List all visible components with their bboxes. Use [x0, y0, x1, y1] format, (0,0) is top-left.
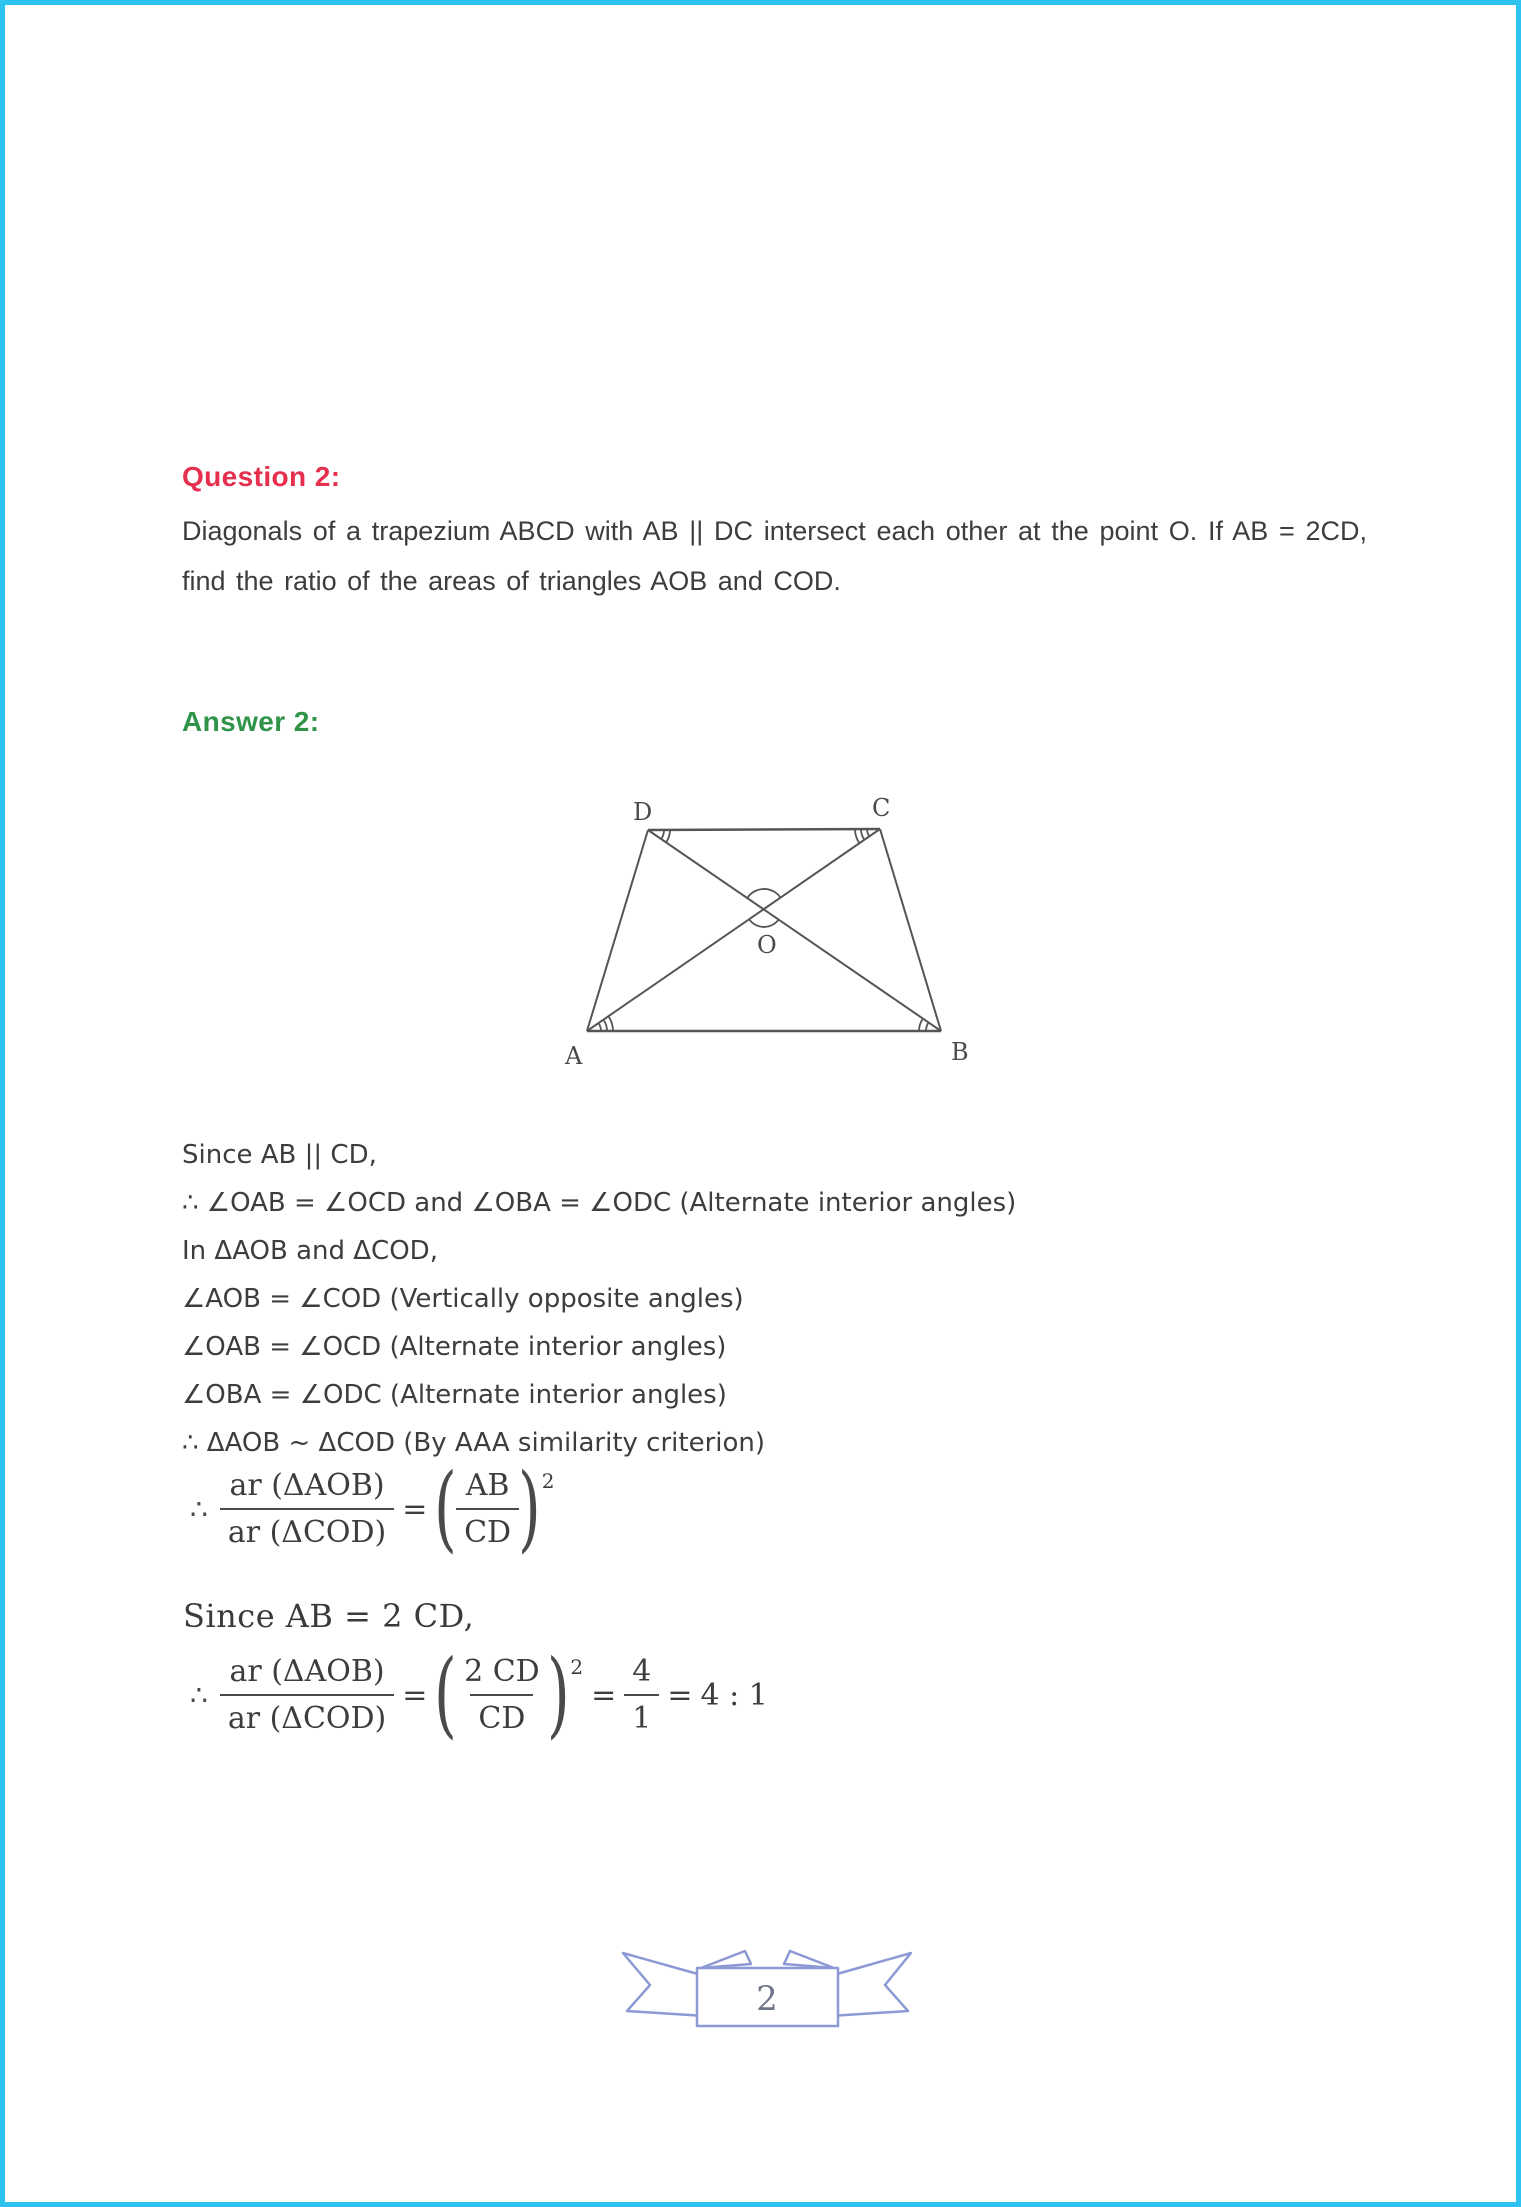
page-number-ribbon — [605, 1938, 925, 2048]
fraction-numerator: ar (ΔAOB) — [229, 1468, 385, 1504]
vertex-label-b: B — [951, 1038, 969, 1066]
fraction-numerator: ar (ΔAOB) — [229, 1654, 385, 1690]
solution-line: In ΔAOB and ΔCOD, — [182, 1236, 438, 1266]
equals-sign: = — [667, 1677, 693, 1713]
solution-line: ∴ ΔAOB ~ ΔCOD (By AAA similarity criterion) — [182, 1428, 766, 1458]
side-bc — [880, 829, 941, 1031]
since-statement: Since AB = 2 CD, — [183, 1597, 475, 1635]
right-paren: ) — [546, 1640, 570, 1749]
angle-arc-o-lower — [749, 919, 779, 927]
trapezium-diagram — [545, 788, 1005, 1088]
exponent: 2 — [541, 1469, 555, 1493]
solution-line: ∠AOB = ∠COD (Vertically opposite angles) — [182, 1284, 744, 1314]
area-ratio-result-formula — [190, 1640, 768, 1749]
numeric-ratio-fraction — [624, 1654, 659, 1736]
therefore-symbol: ∴ — [190, 1492, 208, 1526]
exponent: 2 — [570, 1655, 584, 1679]
fraction-denominator: CD — [470, 1694, 533, 1736]
question-heading: Question 2: — [182, 461, 341, 492]
solution-block — [182, 1131, 1016, 1467]
question-text: Diagonals of a trapezium ABCD with AB || DC intersect each other at the point O. If AB = 2CD, find the ratio of the areas of triangles AOB and COD. — [182, 516, 1367, 596]
side-ratio-fraction — [456, 1654, 548, 1736]
fraction-numerator: 4 — [632, 1654, 652, 1690]
diagonal-bd — [648, 830, 941, 1031]
page-number: 2 — [756, 1979, 778, 2019]
therefore-symbol: ∴ — [190, 1678, 208, 1712]
equals-sign: = — [402, 1677, 428, 1713]
fraction-denominator: CD — [456, 1508, 519, 1550]
angle-arc-o-upper — [748, 889, 781, 898]
fraction-numerator: 2 CD — [464, 1654, 540, 1690]
left-paren: ( — [434, 1640, 458, 1749]
fraction-denominator: ar (ΔCOD) — [220, 1508, 394, 1550]
ribbon-left-tail — [623, 1953, 705, 2016]
side-ratio-fraction — [456, 1468, 519, 1550]
area-ratio-formula — [190, 1454, 555, 1563]
equals-sign: = — [591, 1677, 617, 1713]
side-ad — [587, 830, 648, 1031]
right-paren: ) — [518, 1454, 541, 1563]
final-ratio: 4 : 1 — [700, 1677, 768, 1713]
ribbon-right-tail — [830, 1953, 911, 2016]
vertex-label-a: A — [565, 1042, 583, 1070]
side-dc — [648, 829, 880, 830]
left-paren: ( — [434, 1454, 458, 1563]
vertex-label-d: D — [633, 798, 653, 826]
solution-line: ∠OAB = ∠OCD (Alternate interior angles) — [182, 1332, 727, 1362]
area-ratio-fraction — [220, 1654, 394, 1736]
solution-line: ∠OBA = ∠ODC (Alternate interior angles) — [182, 1380, 727, 1410]
fraction-denominator: ar (ΔCOD) — [220, 1694, 394, 1736]
area-ratio-fraction — [220, 1468, 394, 1550]
fraction-numerator: AB — [465, 1468, 510, 1504]
fraction-denominator: 1 — [624, 1694, 659, 1736]
vertex-label-o: O — [757, 931, 777, 959]
vertex-label-c: C — [872, 794, 891, 822]
ribbon-left-fold — [701, 1951, 751, 1968]
solution-line: ∴ ∠OAB = ∠OCD and ∠OBA = ∠ODC (Alternate interior angles) — [182, 1188, 1017, 1218]
equals-sign: = — [402, 1491, 428, 1527]
answer-heading: Answer 2: — [182, 706, 320, 737]
solution-line: Since AB || CD, — [182, 1140, 377, 1170]
diagonal-ac — [587, 829, 880, 1031]
ribbon-right-fold — [784, 1951, 834, 1968]
